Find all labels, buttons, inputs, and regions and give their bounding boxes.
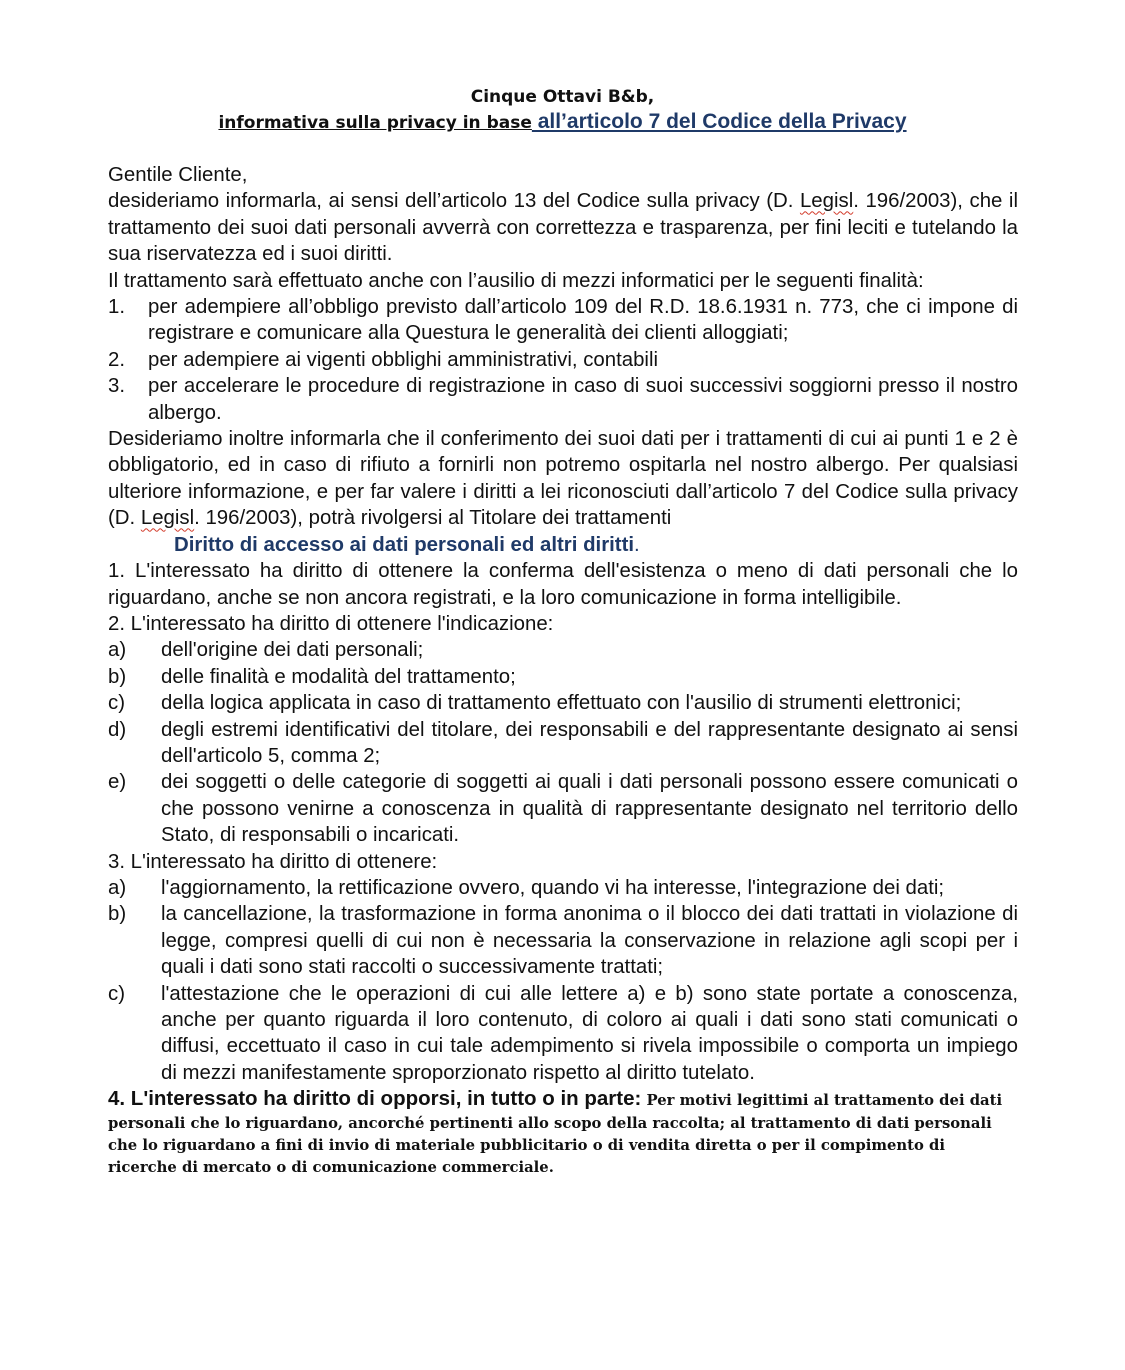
- list-text: delle finalità e modalità del trattamento;: [161, 665, 516, 688]
- greeting: Gentile Cliente,: [108, 164, 248, 186]
- right-2: 2. L'interessato ha diritto di ottenere l'indicazione:: [108, 612, 554, 635]
- list-item: [108, 637, 1018, 663]
- rights-heading: [108, 532, 1018, 558]
- list-item: [108, 294, 1018, 347]
- intro-text-b: . 196/2003), che il trattamento dei suoi dati personali avverrà con correttezza e trasparenza, per fini leciti e tutelando la sua riservatezza ed i suoi diritti.: [108, 190, 1018, 266]
- list-text: per accelerare le procedure di registrazione in caso di suoi successivi soggiorni presso il nostro albergo.: [148, 375, 1018, 424]
- consent-text-a: Desideriamo inoltre informarla che il conferimento dei suoi dati per i trattamenti di cui ai punti 1 e 2 è obbligatorio, ed in caso di rifiuto a fornirli non potremo ospitarla nel nostro albergo. Per qualsiasi ulteriore informazione, e per far valere i diritti a lei riconosciuti dall’articolo 7 del Codice sulla privacy (D.: [108, 428, 1018, 530]
- list-item: [108, 769, 1018, 848]
- list-text: dei soggetti o delle categorie di soggetti ai quali i dati personali possono essere comunicati o che possono venirne a conoscenza in qualità di rappresentante designato nel territorio dello Stato, di responsabili o incaricati.: [161, 771, 1018, 847]
- list-text: per adempiere ai vigenti obblighi amministrativi, contabili: [148, 348, 659, 371]
- list-letter: b): [108, 665, 127, 688]
- list-item: [108, 347, 1018, 373]
- intro-paragraph: [108, 188, 1018, 267]
- list-text: per adempiere all’obbligo previsto dall’articolo 109 del R.D. 18.6.1931 n. 773, che ci impone di registrare e comunicare alla Questura le generalità dei clienti alloggiati;: [148, 296, 1018, 345]
- intro-text-a: desideriamo informarla, ai sensi dell’articolo 13 del Codice sulla privacy (D.: [108, 190, 800, 213]
- spellcheck-word: Legisl: [140, 507, 195, 530]
- subtitle-part-2: all’articolo 7 del Codice della Privacy: [531, 110, 907, 133]
- list-letter: c): [108, 692, 125, 715]
- list-item: [108, 717, 1018, 770]
- list-letter: a): [108, 639, 127, 662]
- document-title: Cinque Ottavi B&b,: [470, 87, 655, 107]
- right-3: 3. L'interessato ha diritto di ottenere:: [108, 850, 438, 873]
- purposes-intro: Il trattamento sarà effettuato anche con l’ausilio di mezzi informatici per le seguenti finalità:: [108, 269, 924, 292]
- list-text: la cancellazione, la trasformazione in forma anonima o il blocco dei dati trattati in violazione di legge, compresi quelli di cui non è necessaria la conservazione in relazione agli scopi per i quali i dati sono stati raccolti o successivamente trattati;: [161, 903, 1018, 979]
- document-subtitle: [0, 110, 1125, 136]
- spellcheck-word: Legisl: [799, 190, 854, 213]
- list-letter: c): [108, 982, 125, 1005]
- list-letter: b): [108, 903, 127, 926]
- right-4-text: Per motivi legittimi al trattamento dei dati personali che lo riguardano, ancorché pertinenti allo scopo della raccolta; al trattamento di dati personali che lo riguardano a fini di invio di materiale pubblicitario o di vendita diretta o per il compimento di ricerche di mercato o di comunicazione commerciale.: [108, 1092, 1003, 1177]
- list-letter: d): [108, 718, 127, 741]
- list-text: degli estremi identificativi del titolare, dei responsabili e del rappresentante designato ai sensi dell'articolo 5, comma 2;: [161, 718, 1018, 767]
- document-body: [108, 162, 1018, 1178]
- right-2-list: [108, 637, 1018, 848]
- right-3-list: [108, 875, 1018, 1086]
- list-text: l'attestazione che le operazioni di cui alle lettere a) e b) sono state portate a conoscenza, anche per quanto riguarda il loro contenuto, di coloro ai quali i dati sono stati comunicati o diffusi, eccettuato il caso in cui tale adempimento si rivela impossibile o comporta un impiego di mezzi manifestamente sproporzionato rispetto al diritto tutelato.: [161, 982, 1018, 1084]
- list-text: della logica applicata in caso di trattamento effettuato con l'ausilio di strumenti elettronici;: [161, 692, 962, 715]
- right-4: [108, 1086, 1018, 1178]
- list-number: 2.: [108, 348, 126, 371]
- list-number: 1.: [108, 296, 126, 319]
- right-1: 1. L'interessato ha diritto di ottenere la conferma dell'esistenza o meno di dati personali che lo riguardano, anche se non ancora registrati, e la loro comunicazione in forma intelligibile.: [108, 560, 1018, 609]
- list-item: [108, 373, 1018, 426]
- list-item: [108, 901, 1018, 980]
- list-text: dell'origine dei dati personali;: [161, 639, 424, 662]
- list-item: [108, 690, 1018, 716]
- right-4-lead: 4. L'interessato ha diritto di opporsi, in tutto o in parte:: [108, 1087, 642, 1111]
- list-item: [108, 875, 1018, 901]
- consent-text-b: . 196/2003), potrà rivolgersi al Titolare dei trattamenti: [194, 507, 672, 530]
- rights-heading-text: Diritto di accesso ai dati personali ed altri diritti: [174, 533, 635, 556]
- list-letter: e): [108, 771, 127, 794]
- list-item: [108, 664, 1018, 690]
- purposes-list: [108, 294, 1018, 426]
- list-number: 3.: [108, 375, 126, 398]
- list-item: [108, 981, 1018, 1087]
- subtitle-part-1: informativa sulla privacy in base: [218, 113, 532, 133]
- list-letter: a): [108, 876, 127, 899]
- consent-paragraph: [108, 426, 1018, 532]
- list-text: l'aggiornamento, la rettificazione ovvero, quando vi ha interesse, l'integrazione dei dati;: [161, 876, 945, 899]
- rights-heading-dot: .: [634, 533, 640, 556]
